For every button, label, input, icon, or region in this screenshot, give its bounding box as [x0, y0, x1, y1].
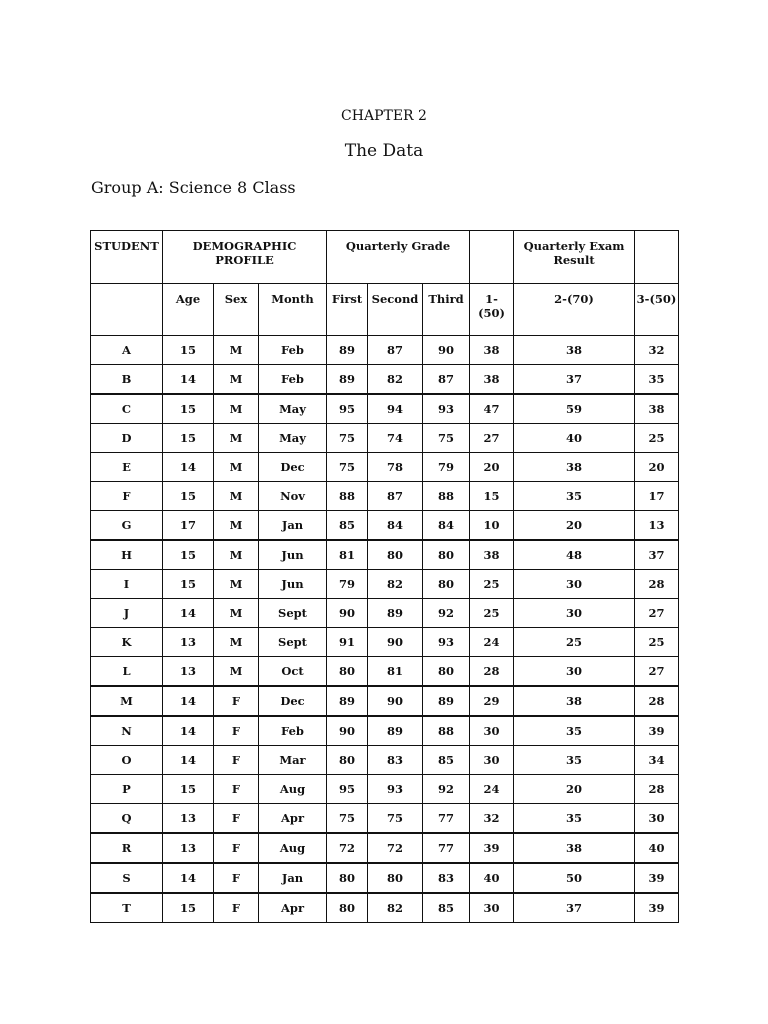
cell-second: 74: [368, 424, 423, 453]
cell-exam-2: 38: [514, 453, 635, 482]
chapter-label: CHAPTER 2: [341, 108, 427, 124]
cell-student: D: [91, 424, 163, 453]
cell-exam-3: 27: [635, 599, 679, 628]
header-third: Third: [423, 284, 470, 336]
table-row: [91, 365, 679, 395]
cell-exam-3: 38: [635, 394, 679, 424]
header-age: Age: [163, 284, 214, 336]
cell-sex: F: [214, 893, 259, 923]
cell-third: 92: [423, 599, 470, 628]
cell-student: I: [91, 570, 163, 599]
cell-age: 15: [163, 775, 214, 804]
cell-age: 14: [163, 599, 214, 628]
cell-first: 88: [327, 482, 368, 511]
cell-second: 80: [368, 540, 423, 570]
cell-third: 87: [423, 365, 470, 395]
cell-exam-2: 30: [514, 657, 635, 687]
cell-student: C: [91, 394, 163, 424]
cell-first: 75: [327, 424, 368, 453]
cell-age: 15: [163, 336, 214, 365]
cell-exam-2: 38: [514, 686, 635, 716]
cell-exam-1: 39: [470, 833, 514, 863]
cell-age: 13: [163, 833, 214, 863]
cell-exam-2: 35: [514, 482, 635, 511]
cell-first: 90: [327, 716, 368, 746]
cell-month: May: [259, 424, 327, 453]
cell-sex: F: [214, 863, 259, 893]
cell-second: 81: [368, 657, 423, 687]
cell-student: H: [91, 540, 163, 570]
cell-student: Q: [91, 804, 163, 834]
table-row: [91, 453, 679, 482]
cell-age: 14: [163, 453, 214, 482]
cell-third: 92: [423, 775, 470, 804]
cell-student: G: [91, 511, 163, 541]
cell-student: N: [91, 716, 163, 746]
header-empty: [635, 231, 679, 284]
cell-second: 93: [368, 775, 423, 804]
table-row: [91, 540, 679, 570]
cell-month: May: [259, 394, 327, 424]
cell-first: 80: [327, 893, 368, 923]
cell-student: F: [91, 482, 163, 511]
cell-second: 94: [368, 394, 423, 424]
cell-age: 15: [163, 570, 214, 599]
cell-exam-2: 35: [514, 804, 635, 834]
cell-third: 83: [423, 863, 470, 893]
table-row: [91, 511, 679, 541]
cell-exam-2: 30: [514, 599, 635, 628]
cell-sex: M: [214, 570, 259, 599]
cell-sex: M: [214, 365, 259, 395]
header-sex: Sex: [214, 284, 259, 336]
cell-sex: M: [214, 511, 259, 541]
cell-second: 87: [368, 336, 423, 365]
cell-month: Feb: [259, 716, 327, 746]
cell-month: Jun: [259, 540, 327, 570]
cell-first: 89: [327, 686, 368, 716]
cell-second: 82: [368, 570, 423, 599]
cell-second: 72: [368, 833, 423, 863]
cell-exam-2: 48: [514, 540, 635, 570]
cell-first: 75: [327, 453, 368, 482]
cell-age: 14: [163, 686, 214, 716]
cell-age: 14: [163, 365, 214, 395]
cell-exam-3: 25: [635, 628, 679, 657]
cell-exam-3: 39: [635, 893, 679, 923]
cell-first: 95: [327, 775, 368, 804]
cell-exam-1: 24: [470, 628, 514, 657]
cell-age: 13: [163, 657, 214, 687]
cell-exam-3: 13: [635, 511, 679, 541]
cell-exam-3: 25: [635, 424, 679, 453]
cell-exam-1: 29: [470, 686, 514, 716]
cell-exam-2: 50: [514, 863, 635, 893]
cell-exam-1: 30: [470, 716, 514, 746]
cell-month: Dec: [259, 453, 327, 482]
header-empty: [91, 284, 163, 336]
header-first: First: [327, 284, 368, 336]
cell-exam-1: 38: [470, 336, 514, 365]
cell-sex: F: [214, 746, 259, 775]
cell-month: Apr: [259, 893, 327, 923]
cell-second: 87: [368, 482, 423, 511]
cell-exam-3: 20: [635, 453, 679, 482]
cell-month: Jan: [259, 863, 327, 893]
table-row: [91, 599, 679, 628]
cell-exam-3: 39: [635, 863, 679, 893]
header-empty: [470, 231, 514, 284]
cell-age: 14: [163, 716, 214, 746]
cell-student: T: [91, 893, 163, 923]
cell-third: 80: [423, 540, 470, 570]
cell-exam-2: 35: [514, 716, 635, 746]
cell-first: 85: [327, 511, 368, 541]
cell-student: J: [91, 599, 163, 628]
cell-age: 15: [163, 893, 214, 923]
cell-exam-3: 28: [635, 775, 679, 804]
cell-exam-1: 47: [470, 394, 514, 424]
table-row: [91, 716, 679, 746]
cell-sex: M: [214, 657, 259, 687]
cell-exam-3: 40: [635, 833, 679, 863]
cell-exam-1: 25: [470, 570, 514, 599]
group-heading: Group A: Science 8 Class: [91, 178, 296, 197]
cell-first: 80: [327, 746, 368, 775]
table-body: [91, 336, 679, 923]
page-title: The Data: [344, 141, 424, 161]
table-row: [91, 863, 679, 893]
cell-age: 13: [163, 804, 214, 834]
cell-first: 80: [327, 863, 368, 893]
cell-sex: M: [214, 599, 259, 628]
cell-exam-3: 28: [635, 570, 679, 599]
cell-exam-2: 37: [514, 365, 635, 395]
cell-third: 80: [423, 657, 470, 687]
cell-third: 77: [423, 833, 470, 863]
cell-student: A: [91, 336, 163, 365]
cell-month: Aug: [259, 833, 327, 863]
cell-third: 85: [423, 746, 470, 775]
cell-exam-1: 25: [470, 599, 514, 628]
cell-exam-2: 30: [514, 570, 635, 599]
cell-month: Jan: [259, 511, 327, 541]
table-row: [91, 394, 679, 424]
cell-sex: F: [214, 686, 259, 716]
cell-exam-1: 20: [470, 453, 514, 482]
cell-sex: F: [214, 804, 259, 834]
header-month: Month: [259, 284, 327, 336]
cell-sex: M: [214, 394, 259, 424]
cell-sex: M: [214, 482, 259, 511]
cell-exam-3: 17: [635, 482, 679, 511]
cell-age: 15: [163, 424, 214, 453]
table-row: [91, 775, 679, 804]
table-row: [91, 657, 679, 687]
cell-second: 83: [368, 746, 423, 775]
cell-student: S: [91, 863, 163, 893]
cell-month: Oct: [259, 657, 327, 687]
cell-month: Feb: [259, 336, 327, 365]
data-table: [90, 230, 679, 923]
cell-third: 79: [423, 453, 470, 482]
cell-age: 15: [163, 482, 214, 511]
cell-exam-1: 38: [470, 540, 514, 570]
cell-exam-3: 27: [635, 657, 679, 687]
cell-second: 80: [368, 863, 423, 893]
header-second: Second: [368, 284, 423, 336]
cell-second: 82: [368, 893, 423, 923]
cell-third: 84: [423, 511, 470, 541]
cell-exam-1: 15: [470, 482, 514, 511]
cell-student: M: [91, 686, 163, 716]
table-row: [91, 424, 679, 453]
cell-exam-3: 32: [635, 336, 679, 365]
cell-first: 91: [327, 628, 368, 657]
header-quarterly-grade: Quarterly Grade: [327, 231, 470, 284]
cell-exam-2: 38: [514, 336, 635, 365]
cell-third: 80: [423, 570, 470, 599]
cell-exam-3: 34: [635, 746, 679, 775]
cell-age: 14: [163, 746, 214, 775]
cell-month: Dec: [259, 686, 327, 716]
cell-third: 93: [423, 394, 470, 424]
cell-exam-1: 24: [470, 775, 514, 804]
cell-month: Feb: [259, 365, 327, 395]
cell-exam-1: 10: [470, 511, 514, 541]
table-row: [91, 893, 679, 923]
cell-third: 88: [423, 716, 470, 746]
cell-exam-2: 20: [514, 511, 635, 541]
table-row: [91, 686, 679, 716]
cell-exam-1: 32: [470, 804, 514, 834]
cell-exam-2: 38: [514, 833, 635, 863]
cell-first: 89: [327, 336, 368, 365]
cell-first: 89: [327, 365, 368, 395]
cell-sex: M: [214, 628, 259, 657]
table-row: [91, 570, 679, 599]
cell-first: 75: [327, 804, 368, 834]
cell-sex: M: [214, 424, 259, 453]
cell-first: 72: [327, 833, 368, 863]
cell-student: P: [91, 775, 163, 804]
cell-exam-2: 40: [514, 424, 635, 453]
cell-student: O: [91, 746, 163, 775]
cell-third: 93: [423, 628, 470, 657]
cell-age: 15: [163, 540, 214, 570]
cell-third: 77: [423, 804, 470, 834]
cell-exam-1: 27: [470, 424, 514, 453]
cell-exam-2: 20: [514, 775, 635, 804]
cell-age: 17: [163, 511, 214, 541]
table-row: [91, 628, 679, 657]
header-row-top: [91, 231, 679, 284]
cell-exam-2: 25: [514, 628, 635, 657]
cell-student: R: [91, 833, 163, 863]
cell-exam-3: 37: [635, 540, 679, 570]
cell-exam-1: 30: [470, 893, 514, 923]
header-quarterly-exam: Quarterly Exam Result: [514, 231, 635, 284]
cell-month: Apr: [259, 804, 327, 834]
cell-sex: F: [214, 775, 259, 804]
cell-second: 89: [368, 599, 423, 628]
cell-student: B: [91, 365, 163, 395]
cell-second: 82: [368, 365, 423, 395]
header-demographic: DEMOGRAPHIC PROFILE: [163, 231, 327, 284]
cell-third: 88: [423, 482, 470, 511]
cell-exam-1: 40: [470, 863, 514, 893]
cell-second: 90: [368, 628, 423, 657]
cell-third: 90: [423, 336, 470, 365]
cell-exam-1: 30: [470, 746, 514, 775]
cell-exam-3: 35: [635, 365, 679, 395]
cell-exam-2: 37: [514, 893, 635, 923]
cell-age: 13: [163, 628, 214, 657]
cell-month: Mar: [259, 746, 327, 775]
cell-exam-1: 38: [470, 365, 514, 395]
table-row: [91, 482, 679, 511]
cell-exam-1: 28: [470, 657, 514, 687]
header-exam-3: 3-(50): [635, 284, 679, 336]
cell-exam-3: 28: [635, 686, 679, 716]
header-exam-2: 2-(70): [514, 284, 635, 336]
header-exam-1: 1-(50): [470, 284, 514, 336]
cell-student: E: [91, 453, 163, 482]
cell-sex: F: [214, 833, 259, 863]
cell-third: 85: [423, 893, 470, 923]
cell-second: 78: [368, 453, 423, 482]
cell-sex: M: [214, 336, 259, 365]
cell-month: Jun: [259, 570, 327, 599]
cell-age: 15: [163, 394, 214, 424]
cell-month: Sept: [259, 599, 327, 628]
cell-second: 90: [368, 686, 423, 716]
cell-student: L: [91, 657, 163, 687]
cell-first: 81: [327, 540, 368, 570]
cell-first: 90: [327, 599, 368, 628]
table-row: [91, 804, 679, 834]
cell-age: 14: [163, 863, 214, 893]
cell-month: Nov: [259, 482, 327, 511]
cell-sex: F: [214, 716, 259, 746]
table-row: [91, 746, 679, 775]
cell-month: Aug: [259, 775, 327, 804]
cell-student: K: [91, 628, 163, 657]
cell-exam-3: 39: [635, 716, 679, 746]
cell-exam-2: 59: [514, 394, 635, 424]
cell-third: 75: [423, 424, 470, 453]
cell-third: 89: [423, 686, 470, 716]
header-student: STUDENT: [91, 231, 163, 284]
cell-exam-2: 35: [514, 746, 635, 775]
cell-sex: M: [214, 453, 259, 482]
cell-second: 84: [368, 511, 423, 541]
table-row: [91, 336, 679, 365]
cell-first: 79: [327, 570, 368, 599]
cell-exam-3: 30: [635, 804, 679, 834]
cell-first: 95: [327, 394, 368, 424]
cell-second: 75: [368, 804, 423, 834]
cell-second: 89: [368, 716, 423, 746]
cell-month: Sept: [259, 628, 327, 657]
cell-first: 80: [327, 657, 368, 687]
table-row: [91, 833, 679, 863]
header-row-sub: [91, 284, 679, 336]
cell-sex: M: [214, 540, 259, 570]
